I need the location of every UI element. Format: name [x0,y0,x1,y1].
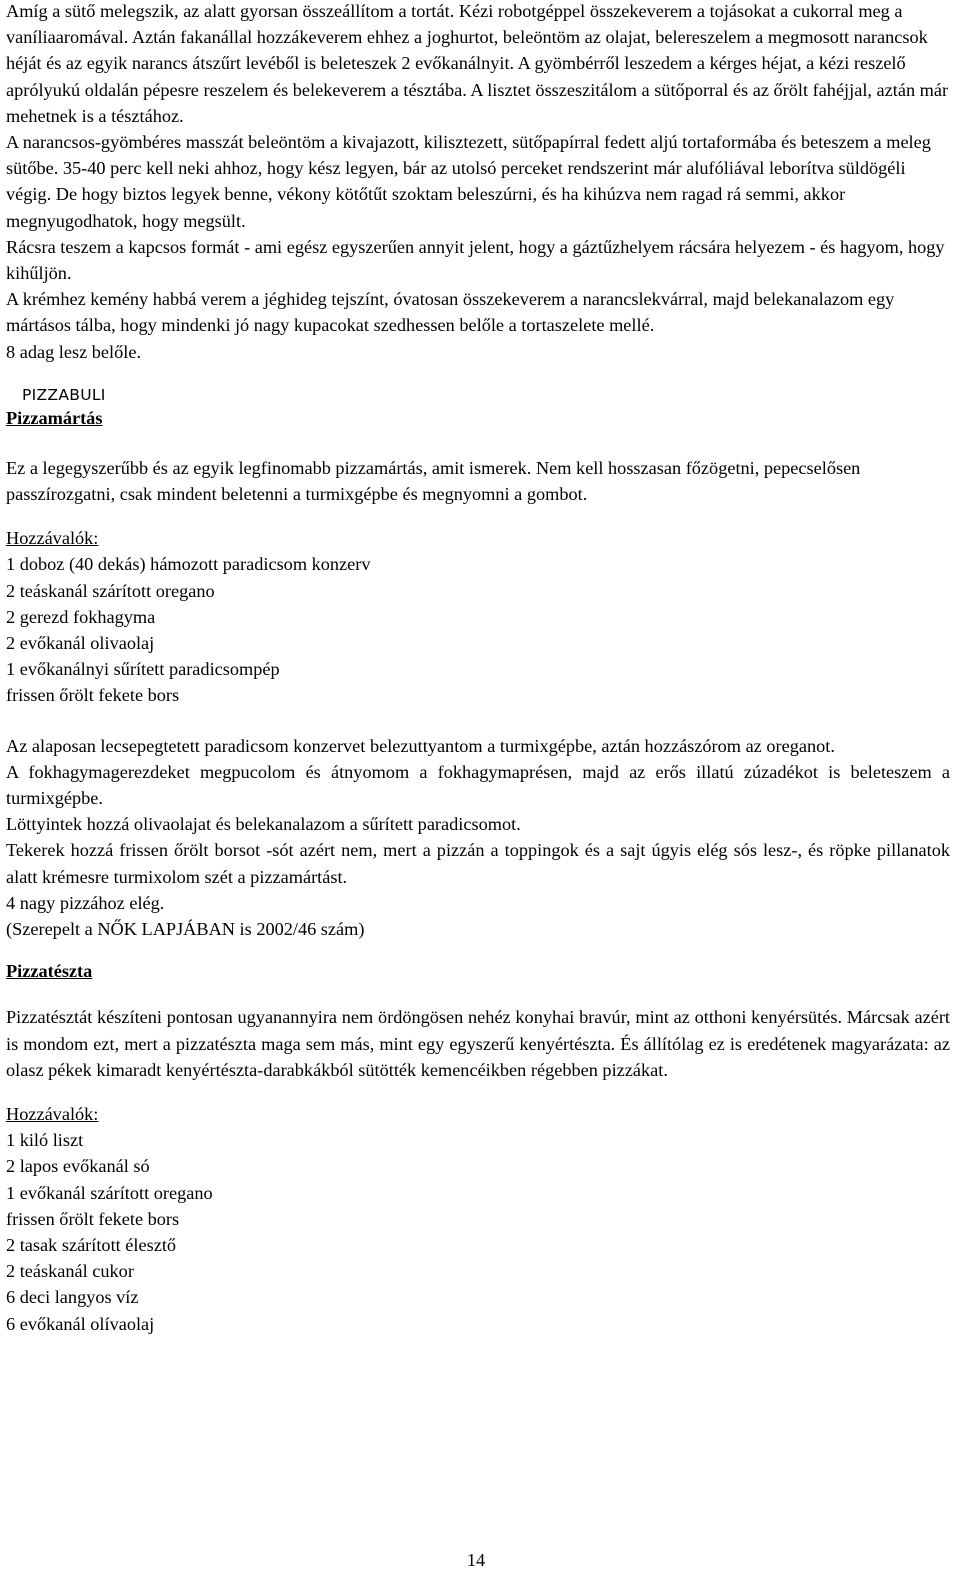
dough-title: Pizzatészta [6,961,93,982]
ingredient-item: 2 teáskanál szárított oregano [6,580,215,601]
sauce-step-4: Tekerek hozzá frissen őrölt borsot -sót azért nem, mert a pizzán a toppingok és a sajt úgyis elég sós lesz-, és röpke pillanatok alatt krémesre turmixolom szét a pizzamártást. [6,840,950,887]
ingredient-item: 2 evőkanál olivaolaj [6,633,155,654]
ingredient-item: 2 teáskanál cukor [6,1261,134,1282]
document-page [6,0,950,1337]
sauce-title: Pizzamártás [6,407,103,428]
sauce-yield: 4 nagy pizzához elég. [6,892,165,913]
page-number: 14 [466,1550,486,1570]
ingredient-item: 6 evőkanál olívaolaj [6,1313,155,1334]
section-label: PIZZABULI [22,385,106,404]
dough-ingredients-label: Hozzávalók: [6,1103,99,1124]
sauce-ingredient-list [6,551,950,708]
ingredient-item: 2 lapos evőkanál só [6,1156,150,1177]
ingredient-item: 2 tasak szárított élesztő [6,1234,177,1255]
ingredient-item: 6 deci langyos víz [6,1287,139,1308]
sauce-intro: Ez a legegyszerűbb és az egyik legfinomabb pizzamártás, amit ismerek. Nem kell hosszasan főzögetni, pepecselősen passzírozgatni, csak mindent beletenni a turmixgépbe és megnyomni a gombot. [6,457,861,505]
sauce-source-note: (Szerepelt a NŐK LAPJÁBAN is 2002/46 szám) [6,919,365,940]
dough-intro: Pizzatésztát készíteni pontosan ugyanannyira nem ördöngösen nehéz konyhai bravúr, mint az otthoni kenyérsütés. Márcsak azért is mondom ezt, mert a pizzatészta maga sem más, mint egy egyszerű kenyértészta. És állítólag ez is eredétenek magyarázata: az olasz pékek kimaradt kenyértészta-darabkákból sütötték kemencéikben régebben pizzákat. [6,1007,950,1080]
ingredient-item: frissen őrölt fekete bors [6,1208,180,1229]
sauce-step-1: Az alaposan lecsepegtetett paradicsom konzervet belezuttyantom a turmixgépbe, aztán hozzászórom az oreganot. [6,735,835,756]
sauce-step-3: Löttyintek hozzá olivaolajat és belekanalazom a sűrített paradicsomot. [6,814,521,835]
ingredient-item: 2 gerezd fokhagyma [6,606,156,627]
ingredient-item: 1 doboz (40 dekás) hámozott paradicsom konzerv [6,554,371,575]
intro-paragraph-1: Amíg a sütő melegszik, az alatt gyorsan összeállítom a tortát. Kézi robotgéppel összekeverem a tojásokat a cukorral meg a vaníliaaromával. Aztán fakanállal hozzákeverem ehhez a joghurtot, beleöntöm az olajat, belereszelem a megmosott narancsok héját és az egyik narancs átszűrt levéből is beleteszek 2 evőkanálnyit. A gyömbérről leszedem a kérges héjat, a kézi reszelő aprólyukú oldalán pépesre reszelem és belekeverem a tésztába. A lisztet összeszitálom a sütőporral és az őrölt fahéjjal, aztán már mehetnek is a tésztához. [6,1,949,126]
ingredient-item: frissen őrölt fekete bors [6,685,180,706]
sauce-step-2: A fokhagymagerezdeket megpucolom és átnyomom a fokhagymaprésen, majd az erős illatú zúzadékot is beleteszem a turmixgépbe. [6,761,950,809]
sauce-ingredients-label: Hozzávalók: [6,528,99,549]
ingredient-item: 1 evőkanál szárított oregano [6,1182,213,1203]
ingredient-item: 1 kiló liszt [6,1130,84,1151]
dough-ingredient-list [6,1127,950,1337]
intro-paragraph-3: Rácsra teszem a kapcsos formát - ami egész egyszerűen annyit jelent, hogy a gáztűzhelyem rácsára helyezem - és hagyom, hogy kihűljön. [6,236,945,284]
ingredient-item: 1 evőkanálnyi sűrített paradicsompép [6,659,280,680]
intro-paragraph-2: A narancsos-gyömbéres masszát beleöntöm a kivajazott, kilisztezett, sütőpapírral fedett aljú tortaformába és beteszem a meleg sütőbe. 35-40 perc kell neki ahhoz, hogy kész legyen, bár az utolsó perceket rendszerint már alufóliával leborítva süldögéli végig. De hogy biztos legyek benne, vékony kötőtűt szoktam beleszúrni, és ha kihúzva nem ragad rá semmi, akkor megnyugodhatok, hogy megsült. [6,132,931,231]
intro-paragraph-5: 8 adag lesz belőle. [6,341,142,362]
intro-paragraph-4: A krémhez kemény habbá verem a jéghideg tejszínt, óvatosan összekeverem a narancslekvárral, majd belekanalazom egy mártásos tálba, hogy mindenki jó nagy kupacokat szedhessen belőle a tortaszelete mellé. [6,289,895,336]
